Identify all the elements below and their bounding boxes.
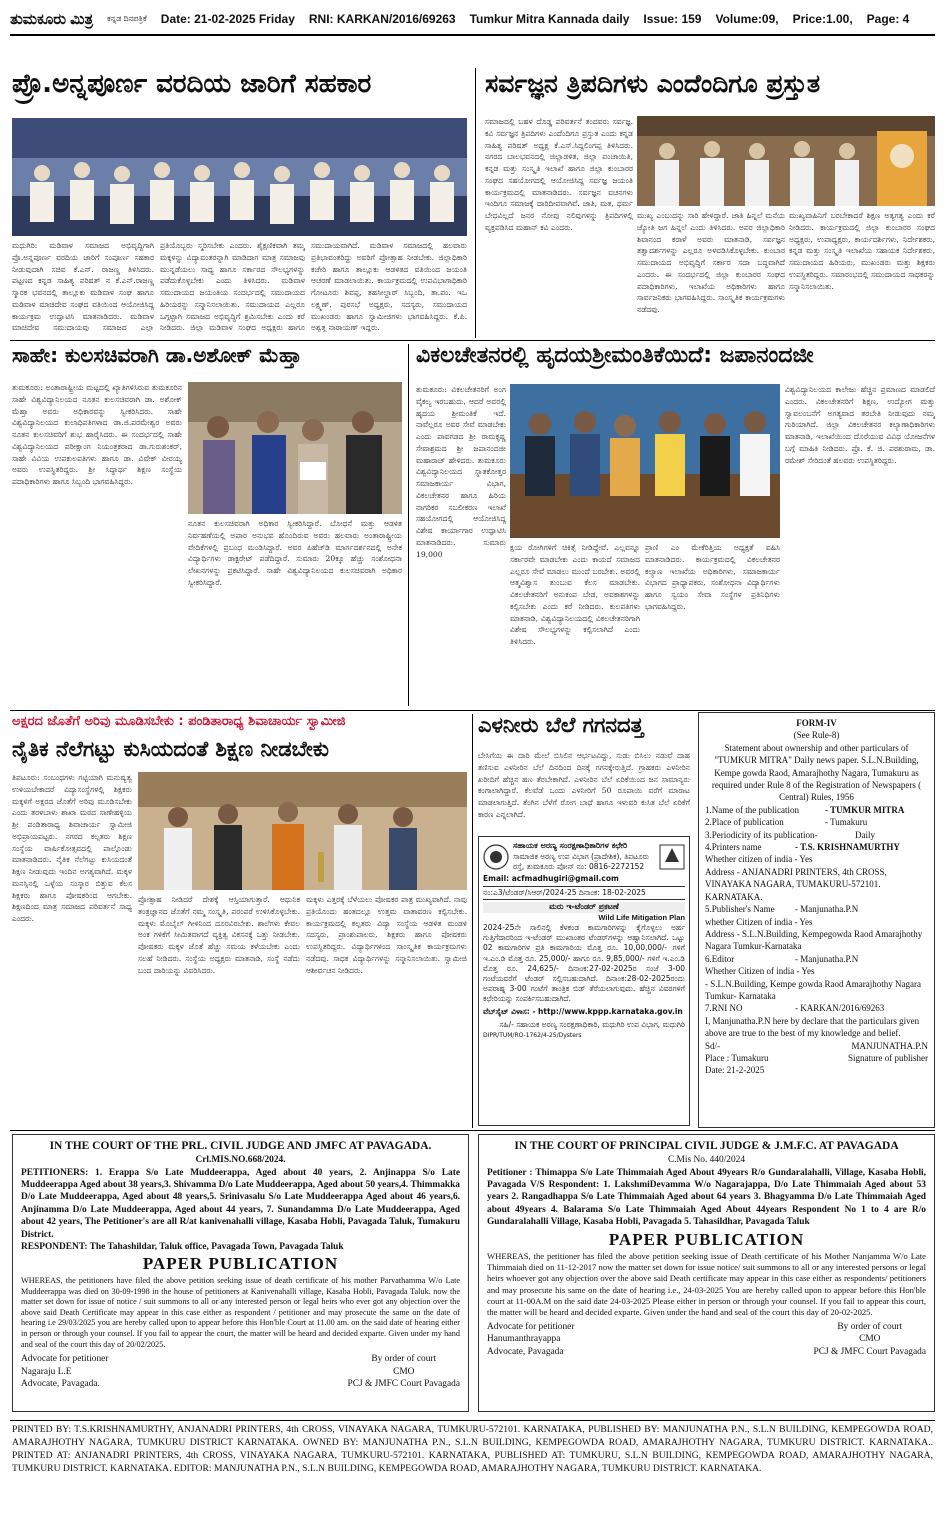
form-r5-label: 5.Publisher's Name	[705, 904, 775, 915]
story3-col1: ತುಮಕೂರು: ಅಂತಾರಾಷ್ಟ್ರೀಯ ಮಟ್ಟದಲ್ಲಿ ಖ್ಯಾತಿಗಳಿಸಿರುವ ತುಮಕೂರಿನ ಸಾಹೇ ವಿಶ್ವವಿದ್ಯಾನಿಲಯದ ನೂತನ ಕುಲಸಚಿವರಾಗಿ ಡಾ. ಅಶೋಕ್ ಮೆಹ್ತಾ ಅವರು ಅಧಿಕಾರವನ್ನು ಸ್ವೀಕರಿಸಿದರು. ಸಾಹೇ ವಿಶ್ವವಿದ್ಯಾನಿಲಯದ ಕುಲಾಧಿಪತಿಗಳಾದ ಡಾ.ಜಿ.ಪರಮೇಶ್ವರ ಅವರು ನೂತನ ಕುಲಸಚಿವರಿಗೆ ಶುಭ ಹಾರೈಸಿದರು. ಈ ಸಂದರ್ಭದಲ್ಲಿ ಸಾಹೇ ವಿಶ್ವವಿದ್ಯಾನಿಲಯದ ಪರೀಕ್ಷಾಂಗ ನಿಯಂತ್ರಕರಾದ ಡಾ.ಗುರುಶಂಕರ್, ಸಾಹೇ ವಿವಿಯ ಉಪಕುಲಪತಿಗಳು ಹಾಗೂ ಡಾ. ವಿವೇಕ್ ವೀರಯ್ಯ ಅವರು ಉಪಸ್ಥಿತರಿದ್ದರು. ಶ್ರೀ ಸಿದ್ಧಾರ್ಥ ಶಿಕ್ಷಣ ಸಂಸ್ಥೆಯ ಪದಾಧಿಕಾರಿಗಳು ಹಾಗೂ ಸಿಬ್ಬಂದಿ ಭಾಗವಹಿಸಿದ್ದರು.	[12, 383, 182, 487]
story2-headline: ಸರ್ವಜ್ಞನ ತ್ರಿಪದಿಗಳು ಎಂದೆಂದಿಗೂ ಪ್ರಸ್ತುತ	[485, 70, 821, 98]
lamp-lighting-photo-image	[138, 772, 467, 890]
tender-plan-label: Wild Life Mitigation Plan	[598, 913, 685, 923]
story1-col3: ಸಮುದಾಯವಾಗಿದೆ. ಮಡಿವಾಳ ಸಮಾಜದಲ್ಲಿ ಹಲವಾರು ಪ್ರತಿಭಾವಂತರಿದ್ದು ಅವರಿಗೆ ಪ್ರೋತ್ಸಾಹ ನೀಡಬೇಕು. ಜಿಲ್ಲಾಧಿಕಾರಿ ಕಚೇರಿ ಹಾಗೂ ತಾಲ್ಲೂಕು ಆಡಳಿತದ ವತಿಯಿಂದ ಜಯಂತಿ ಆಚರಣೆ ಮಾಡಲಾಯಿತು. ಕಾರ್ಯಕ್ರಮದಲ್ಲಿ ಉಪವಿಭಾಗಾಧಿಕಾರಿ ಗೋಟೂರು ಶಿವಪ್ಪ, ತಹಸೀಲ್ದಾರ್ ಸಿಬ್ಬಂದಿ, ತಾ.ಪಂ. ಇಒ ಲಕ್ಷ್ಮಣ್, ಪುರಸಭೆ ಅಧ್ಯಕ್ಷರು, ಸದಸ್ಯರು, ಸಮುದಾಯದ ಮುಖಂಡರು ಹಾಗೂ ಸ್ವಾಮೀಜಿಗಳು ಭಾಗವಹಿಸಿದ್ದರು. ಕೆ.ಪಿ. ಅಶ್ವತ್ಥ ನಾರಾಯಣ್ ಇದ್ದರು.	[311, 241, 467, 332]
form-title: FORM-IV	[796, 718, 837, 728]
court2-body: WHEREAS, the petitioner has filed the above petition seeking issue of Death certificate of his Mother Nanjamma W/o Late Thimmaiah died on 11-12-2017 now the matter set down for issue notice/ suit summons to all or any interested persons or legal heirs whoever got any objection over the above said Death certificate may appear in this case either as respondents/ petitioners and may prosecute his same on the date of hearing i.e., 24-03-2025 You are hereby called upon to appear before this Hon'ble court at 11-00A.M on the said date 24-03-2025 Please either in person or through your counsel. If you fail to appear this court, the matter will be heard and decided exparte. Given under the hand and seal of the court this day of 20-02-2025.	[487, 1251, 926, 1317]
ceremony-photo-image	[510, 384, 780, 538]
story1-headline: ಪ್ರೊ.ಅನ್ನಪೂರ್ಣ ವರದಿಯ ಜಾರಿಗೆ ಸಹಕಾರ	[12, 70, 372, 99]
court2-court: PCJ & JMFC Court Pavagada	[813, 1346, 926, 1357]
masthead-date: Date: 21-02-2025 Friday	[160, 12, 295, 26]
masthead-price: Price:1.00,	[792, 12, 853, 26]
court1-adv2: Nagaraju L.E	[21, 1366, 72, 1377]
story2-photo	[637, 116, 935, 206]
section-rule	[10, 710, 935, 711]
form-r4-label: 4.Printers name	[705, 842, 762, 853]
form-r6-citizen: Whether Citizen of india - Yes	[705, 966, 815, 977]
form-r6-label: 6.Editor	[705, 953, 735, 964]
court-notice-2	[478, 1134, 935, 1412]
tender-notice	[478, 836, 690, 1126]
court1-court: PCJ & JMFC Court Pavagada	[347, 1379, 460, 1390]
court1-adv3: Advocate, Pavagada.	[21, 1379, 100, 1390]
court1-title: IN THE COURT OF THE PRL. CIVIL JUDGE AND JMFC AT PAVAGADA.	[49, 1140, 432, 1152]
story2-col1: ಸಮಾಜದಲ್ಲಿ ಬಹಳ ದೊಡ್ಡ ಪರಿವರ್ತನೆ ತಂದವರು ಸರ್ವಜ್ಞ. ಕವಿ ಸರ್ವಜ್ಞನ ತ್ರಿಪದಿಗಳು ಎಂದೆಂದಿಗೂ ಪ್ರಸ್ತುತ ಎಂದು ಕನ್ನಡ ಸಾಹಿತ್ಯ ಪರಿಷತ್ ಅಧ್ಯಕ್ಷ ಕೆ.ಎಸ್.ಸಿದ್ದಲಿಂಗಪ್ಪ ತಿಳಿಸಿದರು. ನಗರದ ಬಾಲಭವನದಲ್ಲಿ ಜಿಲ್ಲಾಡಳಿತ, ಜಿಲ್ಲಾ ಪಂಚಾಯಿತಿ, ಕನ್ನಡ ಮತ್ತು ಸಂಸ್ಕೃತಿ ಇಲಾಖೆ ಹಾಗೂ ಜಿಲ್ಲಾ ಕುಂಬಾರರ ಸಂಘದ ಸಹಯೋಗದಲ್ಲಿ ಆಯೋಜಿಸಿದ್ದ ಸರ್ವಜ್ಞ ಜಯಂತಿ ಕಾರ್ಯಕ್ರಮದಲ್ಲಿ ಮಾತನಾಡಿದರು. ಸರ್ವಜ್ಞನ ವಚನಗಳು ಇಂದಿಗೂ ಸಮಾಜಕ್ಕೆ ದಾರಿದೀಪವಾಗಿವೆ. ಜಾತಿ, ಮತ, ಧರ್ಮ ಬೇಧವಿಲ್ಲದೆ ಜನರ ನೋವು ನಲಿವುಗಳನ್ನು ತ್ರಿಪದಿಗಳಲ್ಲಿ ವ್ಯಕ್ತಪಡಿಸಿದ ಮಹಾನ್ ಕವಿ ಎಂದರು.	[485, 117, 633, 232]
court2-title: IN THE COURT OF PRINCIPAL CIVIL JUDGE & J.M.F.C. AT PAVAGADA	[514, 1140, 899, 1152]
court-notice-1	[12, 1134, 469, 1412]
masthead-issue: Issue: 159	[643, 12, 702, 26]
form-r2-value: - Tumakuru	[825, 817, 868, 828]
form-r5-citizen: whether Citizen of india - Yes	[705, 916, 813, 927]
masthead-rule	[10, 34, 935, 36]
form-r1-label: 1.Name of the publication	[705, 804, 799, 815]
court1-respondent: RESPONDENT: The Tahashildar, Taluk office, Pavagada Town, Pavagada Taluk	[21, 1242, 344, 1253]
story5-col3: ಮಕ್ಕಳು ಎತ್ತರಕ್ಕೆ ಬೆಳೆಯಲು ಪೋಷಕರ ಪಾತ್ರ ಮುಖ್ಯವಾಗಿದೆ. ನಾವು ಪ್ರತಿಯೊಂದು ಹಂತದಲ್ಲೂ ಉತ್ತಮ ವಾತಾವರಣ ಕಲ್ಪಿಸಬೇಕು. ಕಾರ್ಯಕ್ರಮದಲ್ಲಿ ಕಲ್ಪತರು ವಿದ್ಯಾ ಸಂಸ್ಥೆಯ ಆಡಳಿತ ಮಂಡಳಿ ಸದಸ್ಯರು, ಪ್ರಾಂಶುಪಾಲರು, ಶಿಕ್ಷಕರು ಹಾಗೂ ಪೋಷಕರು ಉಪಸ್ಥಿತರಿದ್ದರು. ವಿದ್ಯಾರ್ಥಿಗಳಿಂದ ಸಾಂಸ್ಕೃತಿಕ ಕಾರ್ಯಕ್ರಮಗಳು ನಡೆದವು. ಸಾಧಕ ವಿದ್ಯಾರ್ಥಿಗಳನ್ನು ಸನ್ಮಾನಿಸಲಾಯಿತು. ಸ್ವಾಮೀಜಿ ಆಶೀರ್ವಚನ ನೀಡಿದರು.	[306, 895, 467, 975]
column-divider	[472, 714, 473, 1128]
court1-case: Crl.MIS.NO.668/2024.	[195, 1155, 286, 1166]
tender-ref: ನಂ:ಎ3/ಟೆಂಡರ್/ಸಿಆರ್/2024-25 ದಿನಾಂಕ: 18-02-2025	[483, 886, 685, 900]
tender-dipr: DIPR/TUM/RO-1762/4-25/Dysters	[483, 1032, 582, 1040]
masthead-logo: ತುಮಕೂರು ಮಿತ್ರ	[10, 10, 94, 28]
story6-body: ಬೇಸಿಗೆಯ ಈ ದಾರಿ ಮೇಲೆ ಬಿಸಿಲಿನ ಆರ್ಭಟವಿದ್ದು, ಸುಡು ಬಿಸಿಲು ನಡುವೆ ದಾಹ ತಣಿಸುವ ಎಳನೀರಿನ ಬೆಲೆ ದಿನದಿಂದ ದಿನಕ್ಕೆ ಗಗನಕ್ಕೇರುತ್ತಿದೆ. ಗ್ರಾಹಕರು ಎಳನೀರಿನ ಖರೀದಿಗೆ ಹೆಚ್ಚಿನ ಹಣ ತೆರಬೇಕಾಗಿದೆ. ಎಳನೀರಿನ ಬೆಲೆ ಏರಿಕೆಯಿಂದ ಜನ ಸಾಮಾನ್ಯರು ಕಂಗಾಲಾಗಿದ್ದಾರೆ. ಕೆಲವೆಡೆ ಒಂದು ಎಳನೀರಿಗೆ 50 ರೂಪಾಯಿ ವರೆಗೆ ಮಾರಾಟ ಮಾಡಲಾಗುತ್ತಿದೆ. ತೆಂಗಿನ ಬೆಳೆಗೆ ರೋಗ ಬಾಧೆ ಹಾಗೂ ಇಳುವರಿ ಕುಸಿತ ಬೆಲೆ ಏರಿಕೆಗೆ ಕಾರಣ ಎನ್ನಲಾಗಿದೆ.	[478, 751, 690, 819]
court1-by: By order of court	[371, 1354, 437, 1365]
story5-kicker: ಅಕ್ಷರದ ಜೊತೆಗೆ ಅರಿವು ಮೂಡಿಸಬೇಕು : ಪಂಡಿತಾರಾಧ್ಯ ಶಿವಾಚಾರ್ಯ ಸ್ವಾಮೀಜಿ	[12, 714, 346, 729]
column-divider	[408, 344, 409, 706]
story5-col1: ತಿಪಟೂರು: ಸಂಬಂಧಗಳು ಗಟ್ಟಿಯಾಗಿ ಮನುಷ್ಯತ್ವ ಉಳಿಯಬೇಕಾದರೆ ವಿದ್ಯಾಸಂಸ್ಥೆಗಳಲ್ಲಿ ಶಿಕ್ಷಕರು ಮಕ್ಕಳಿಗೆ ಅಕ್ಷರದ ಜೊತೆಗೆ ಅರಿವು ಮೂಡಿಸಬೇಕು ಎಂದು ತರಳಬಾಳು ಶಾಖಾ ಮಠದ ಸಾಣೇಹಳ್ಳಿಯ ಶ್ರೀ ಪಂಡಿತಾರಾಧ್ಯ ಶಿವಾಚಾರ್ಯ ಸ್ವಾಮೀಜಿ ಅಭಿಪ್ರಾಯಪಟ್ಟರು. ನಗರದ ಕಲ್ಪತರು ಶಿಕ್ಷಣ ಸಂಸ್ಥೆಯ ವಾರ್ಷಿಕೋತ್ಸವದಲ್ಲಿ ಪಾಲ್ಗೊಂಡು ಮಾತನಾಡಿದರು. ನೈತಿಕ ನೆಲೆಗಟ್ಟು ಕುಸಿಯದಂತೆ ಶಿಕ್ಷಣ ನೀಡುವುದು ಇಂದಿನ ಅಗತ್ಯವಾಗಿದೆ. ಮಕ್ಕಳ ಮನಸ್ಸಿನಲ್ಲಿ ಒಳ್ಳೆಯ ಸಂಸ್ಕಾರ ಬಿತ್ತುವ ಕೆಲಸ ಶಿಕ್ಷಕರು ಹಾಗೂ ಪೋಷಕರಿಂದ ಆಗಬೇಕು. ಶಿಕ್ಷಣದಿಂದ ಮಾತ್ರ ಸಮಾಜದ ಪರಿವರ್ತನೆ ಸಾಧ್ಯ ಎಂದರು.	[12, 773, 132, 924]
government-emblem-icon	[483, 844, 509, 870]
story1-photo	[12, 118, 467, 236]
court1-body: WHEREAS, the petitioners have filed the above petition seeking issue of death certificate of his mother Parvathamma W/o Late Muddeerappa was died on 30-09-1998 in the house of petitioners at Kanivenahalli village, Kasaba Hobli, Pavagada Taluk. now the matter set down for issue of notice / suit summons to all or any interested person or legal heirs who ever got any objection over the above said Death Certificate may appear in this case either as respondent / petitioner and may prosecute the same on the date of hearing i.e 29/03/2025 you are hereby called upon to appear before this Hon'ble Court at 11.00 am. on the said date of hearing either in person or through your counsel. If you fail to appear the court, the matter will be heard and decided exparte. Given under my hand and seal of the court this day of 20/02/2025.	[21, 1275, 460, 1349]
tender-sub: ಸಾಮಾಜಿಕ ಅರಣ್ಯ ಉಪ ವಿಭಾಗ (ಪ್ರಾದೇಶಿಕ), ತಿಪಟೂರು ರಸ್ತೆ, ತುಮಕೂರು ಪೋನ್‌ ನಂ: 0816-2272152	[513, 851, 650, 871]
group-photo-image	[12, 118, 467, 236]
story4-col4: ವಿಶ್ವವಿದ್ಯಾನಿಲಯದ ಕಾಲೇಜು ಹೆಚ್ಚಿನ ಪ್ರಮಾಣದ ಮಾಡಲಿದೆ ಎಂದರು. ವಿಕಲಚೇತನರಿಗೆ ಶಿಕ್ಷಣ, ಉದ್ಯೋಗ ಮತ್ತು ಸ್ವಾವಲಂಬನೆಗೆ ಅಗತ್ಯವಾದ ತರಬೇತಿ ನೀಡುವುದು ನಮ್ಮ ಗುರಿಯಾಗಿದೆ. ಜಿಲ್ಲಾ ವಿಕಲಚೇತನರ ಕಲ್ಯಾಣಾಧಿಕಾರಿಗಳು ಮಾತನಾಡಿ, ಇಲಾಖೆಯಿಂದ ದೊರೆಯುವ ವಿವಿಧ ಯೋಜನೆಗಳ ಬಗ್ಗೆ ಮಾಹಿತಿ ನೀಡಿದರು. ಪ್ರೊ. ಕೆ. ಜಿ. ಪರಶುರಾಮ, ಡಾ. ರಮೇಶ್ ಸೇರಿದಂತೆ ಹಲವರು ಉಪಸ್ಥಿತರಿದ್ದರು.	[785, 385, 935, 465]
court1-adv1: Advocate for petitioner	[21, 1354, 109, 1365]
masthead-rni: RNI: KARKAN/2016/69263	[308, 12, 456, 26]
form-signature-label: Signature of publisher	[848, 1052, 928, 1063]
form-r2-label: 2.Place of publication	[705, 817, 784, 828]
form-statement: Statement about ownership and other particulars of "TUMKUR MITRA" Daily news paper. S.L.N.Building, Kempe gowda Raod, Amarajhothy Nagara, Tumakuru as required under Rule 8 of the Registration of Newspapers ( Central) Rules, 1956	[711, 742, 922, 803]
court2-case: C.Mis No. 440/2024	[667, 1155, 746, 1166]
tender-body: 2024-25ನೇ ಸಾಲಿನಲ್ಲಿ ಕೆಳಕಂಡ ಕಾಮಗಾರಿಗಳನ್ನು ಕೈಗೊಳ್ಳಲು ಅರ್ಹ ಗುತ್ತಿಗೆದಾರರಿಂದ ಇ-ಟೆಂಡರ್ ಮುಖಾಂತರ ಟೆಂಡರ್‌ಗಳನ್ನು ಆಹ್ವಾನಿಸಲಾಗಿದೆ. ಒಟ್ಟು 02 ಕಾಮಗಾರಿಗಳ ಪ್ರತಿ ಕಾಮಗಾರಿಯ ಮೊತ್ತ ರೂ. 10,00,000/- ಗಳಿಗೆ ಇ.ಎಂ.ಡಿ ಮೊತ್ತ ರೂ. 25,000/- ಹಾಗೂ ರೂ. 9,85,000/- ಗಳಿಗೆ ಇ.ಎಂ.ಡಿ ಮೊತ್ತ ರೂ. 24,625/- ದಿನಾಂಕ:27-02-2025ರ ಸಂಜೆ 3-00 ಗಂಟೆಯವರೆಗೆ ಟೆಂಡರ್ ಸಲ್ಲಿಸಬಹುದಾಗಿದೆ. ದಿನಾಂಕ:28-02-2025ರಂದು ಅಪರಾಹ್ನ 3-00 ಗಂಟೆಗೆ ತಾಂತ್ರಿಕ ಬಿಡ್ ತೆರೆಯಲಾಗುವುದು. ಹೆಚ್ಚಿನ ವಿವರಗಳಿಗೆ ಕಛೇರಿಯನ್ನು ಸಂಪರ್ಕಿಸಬಹುದಾಗಿದೆ.	[483, 923, 685, 1004]
form-r7-label: 7.RNI NO	[705, 1003, 743, 1014]
form-r3-value: Daily	[855, 829, 875, 840]
column-divider	[475, 68, 476, 338]
form-r3-label: 3.Periodicity of its publication-	[705, 829, 818, 840]
court2-adv3: Advocate, Pavagada	[487, 1346, 564, 1357]
form-r4-citizen: Whether citizen of india - Yes	[705, 854, 813, 865]
tender-sign: ಸಹಿ/- ಸಹಾಯಕ ಅರಣ್ಯ ಸಂರಕ್ಷಣಾಧಿಕಾರಿ, ಮಧುಗಿರಿ ಉಪ ವಿಭಾಗ, ಮಧುಗಿರಿ	[499, 1020, 685, 1030]
form-r4-address: Address - ANJANADRI PRINTERS, 4th CROSS, VINAYAKA NAGARA, TUMAKURU-572101. KARNATAKA.	[705, 866, 887, 902]
forest-dept-logo-icon	[659, 844, 685, 870]
story4-headline: ವಿಕಲಚೇತನರಲ್ಲಿ ಹೃದಯಶ್ರೀಮಂತಿಕೆಯಿದೆ: ಜಪಾನಂದಜೀ	[416, 344, 814, 368]
section-rule	[10, 1130, 935, 1131]
story1-col1: ಮಧುಗಿರಿ: ಮಡಿವಾಳ ಸಮಾಜದ ಅಭಿವೃದ್ಧಿಗಾಗಿ ಪ್ರೊ.ಅನ್ನಪೂರ್ಣ ವರದಿಯ ಜಾರಿಗೆ ಸಂಪೂರ್ಣ ಸಹಕಾರ ನೀಡುವುದಾಗಿ ಸಚಿವ ಕೆ.ಎನ್. ರಾಜಣ್ಣ ತಿಳಿಸಿದರು. ಪಟ್ಟಣದ ಕನ್ನಡ ಸಾಹಿತ್ಯ ಪರಿಷತ್ ನ ಕೆ.ಎನ್.ರಾಜಣ್ಣ ಸ್ಮಾರಕ ಭವನದಲ್ಲಿ ತಾಲ್ಲೂಕು ಮಡಿವಾಳ ಸಂಘ ಹಾಗೂ ಮಡಿವಾಳ ಮಾಚಿದೇವ ಸಂಘದ ವತಿಯಿಂದ ಆಯೋಜಿಸಿದ್ದ ಕಾರ್ಯಕ್ರಮ ಉದ್ಘಾಟಿಸಿ ಮಾತನಾಡಿದರು. ಮಡಿವಾಳ ಮಾಚಿದೇವ ಸಮುದಾಯವು ಸಮಾಜದ ಎಲ್ಲಾ	[12, 241, 154, 332]
form-r5-address: Address - S.L.N.Building, Kempegowda Raod Amarajhothy Nagara Tumkur-Karnataka	[705, 928, 923, 952]
form-date: Date: 21-2-2025	[705, 1065, 765, 1076]
tender-title: ಮರು ಇ-ಟೆಂಡರ್ ಪ್ರಕಟಣೆ	[483, 902, 685, 913]
court2-paper-publication: PAPER PUBLICATION	[608, 1229, 805, 1249]
form-declaration: I, Manjunatha.P.N here by declare that the particulars given above are true to the best of my knowledge and belief.	[705, 1015, 920, 1039]
story2-col3: ಮುಖ್ಯವಾಹಿನಿಗೆ ಬರಬೇಕಾದರೆ ಶಿಕ್ಷಣ ಅತ್ಯಗತ್ಯ ಎಂದು ಕರೆ ನೀಡಿದರು. ಕಾರ್ಯಕ್ರಮದಲ್ಲಿ ಜಿಲ್ಲಾ ಕುಂಬಾರರ ಸಂಘದ ಅಧ್ಯಕ್ಷರು, ಉಪಾಧ್ಯಕ್ಷರು, ಕಾರ್ಯದರ್ಶಿಗಳು, ನಿರ್ದೇಶಕರು, ಕನ್ನಡ ಮತ್ತು ಸಂಸ್ಕೃತಿ ಇಲಾಖೆಯ ಸಹಾಯಕ ನಿರ್ದೇಶಕರು, ಸಮುದಾಯದ ಹಿರಿಯರು, ಮುಖಂಡರು ಮತ್ತು ಶಿಕ್ಷಕರು ಉಪಸ್ಥಿತರಿದ್ದರು. ಸಮಾರಂಭದಲ್ಲಿ ಸಮುದಾಯದ ಸಾಧಕರನ್ನು ಸನ್ಮಾನಿಸಲಾಯಿತು.	[789, 211, 935, 291]
court2-petitioner: Petitioner : Thimappa S/o Late Thimmaiah Aged About 49years R/o Gundaralahalli, Village, Kasaba Hobli, Pavagada V/S Respondent: 1. LakshmiDevamma W/o Nagarajappa, D/o Late Thimmaiah Aged about 53 years 2. Rangadhappa S/o Late Thimmaiah Aged about 64 years 3. Bhagyamma D/o Late Thimmaiah Aged about 49years 4. Balarama S/o Late Thimmaiah Aged About 44years Respondent No 1 to 4 are R/o Gundaralahalli Village, Kasaba Hobli, Pavagada 5. Tahasildhar, Pavagada Taluk	[487, 1167, 926, 1228]
story4-col3: ಪ್ರಾಣಿ ಎಂ ಮೇಕೆರಿತ್ತಿಯ ಅಧ್ಯಕ್ಷತೆ ವಹಿಸಿ ಮಾತನಾಡಿದರು. ಕಾರ್ಯಕ್ರಮದಲ್ಲಿ ವಿಕಲಚೇತನರ ಕಲ್ಯಾಣ ಇಲಾಖೆಯ ಅಧಿಕಾರಿಗಳು, ಸಮಾಜಕಾರ್ಯ ವಿಭಾಗದ ಪ್ರಾಧ್ಯಾಪಕರು, ಸಂಶೋಧನಾ ವಿದ್ಯಾರ್ಥಿಗಳು ಹಾಗೂ ಸ್ವಯಂ ಸೇವಾ ಸಂಸ್ಥೆಗಳ ಪ್ರತಿನಿಧಿಗಳು ಭಾಗವಹಿಸಿದ್ದರು.	[645, 543, 780, 611]
form-r4-value: - T.S. KRISHNAMURTHY	[795, 842, 900, 853]
form-r7-value: - KARKAN/2016/69263	[795, 1003, 885, 1014]
story4-photo	[510, 384, 780, 538]
form-publisher-name: MANJUNATHA.P.N	[851, 1040, 928, 1051]
tender-email: Email: acfmadhugiri@gmail.com	[483, 874, 619, 884]
masthead	[10, 6, 935, 32]
court2-by: By order of court	[837, 1322, 903, 1333]
story5-headline: ನೈತಿಕ ನೆಲೆಗಟ್ಟು ಕುಸಿಯದಂತೆ ಶಿಕ್ಷಣ ನೀಡಬೇಕು	[12, 738, 329, 761]
form-iv-notice	[698, 712, 935, 1128]
form-r1-value: - TUMKUR MITRA	[825, 804, 905, 815]
story3-headline: ಸಾಹೇ: ಕುಲಸಚಿವರಾಗಿ ಡಾ.ಅಶೋಕ್ ಮೆಹ್ತಾ	[12, 344, 302, 367]
court2-cmo: CMO	[859, 1334, 881, 1345]
imprint-footer: PRINTED BY: T.S.KRISHNAMURTHY, ANJANADRI PRINTERS, 4th CROSS, VINAYAKA NAGARA, TUMKURU-572101. KARNATAKA, PUBLISHED BY: MANJUNATHA P.N., S.L.N BUILDING, KEMPEGOWDA ROAD, AMARAJHOTHY NAGARA, TUMKURU DISTRICT KARNATAKA. OWNED BY: MANJUNATHA P.N., S.L.N BUILDING, KEMPEGOWDA ROAD, AMARAJHOTHY NAGARA, TUMKURU DISTRICT. KARNATAKA.. PRINTED AT: ANJANADRI PRINTERS, 4th CROSS, VINAYAKA NAGARA, TUMKURU-572101. KARNATAKA, PUBLISHED AT: TUMKURU, S.L.N BUILDING, KEMPEGOWDA ROAD, AMARAJHOTHY NAGARA, TUMKURU DISTRICT. KARNATAKA. EDITOR: MANJUNATHA P.N., S.L.N BUILDING, KEMPEGOWDA ROAD, AMARAJHOTHY NAGARA, TUMKURU DISTRICT. KARNATAKA.	[12, 1424, 933, 1474]
court1-paper-publication: PAPER PUBLICATION	[142, 1254, 339, 1274]
story4-col1: ತುಮಕೂರು: ವಿಕಲಚೇತನರಿಗೆ ಅಂಗ ವೈಕಲ್ಯ ಇರಬಹುದು, ಆದರೆ ಅವರಲ್ಲಿ ಹೃದಯ ಶ್ರೀಮಂತಿಕೆ ಇದೆ. ನಾವೆಲ್ಲರೂ ಅವರ ಸೇವೆ ಮಾಡಬೇಕು ಎಂದು ಪಾವಗಡದ ಶ್ರೀ ರಾಮಕೃಷ್ಣ ಸೇವಾಶ್ರಮದ ಶ್ರೀ ಜಪಾನಂದಜೀ ಮಹಾರಾಜ್ ಹೇಳಿದರು. ತುಮಕೂರು ವಿಶ್ವವಿದ್ಯಾನಿಲಯದ ಸ್ನಾತಕೋತ್ತರ ಸಮಾಜಕಾರ್ಯ ವಿಭಾಗ, ವಿಕಲಚೇತನರ ಹಾಗೂ ಹಿರಿಯ ನಾಗರಿಕರ ಸಬಲೀಕರಣ ಇಲಾಖೆ ಸಹಯೋಗದಲ್ಲಿ ಆಯೋಜಿಸಿದ್ದ ವಿಶೇಷ ಕಾರ್ಯಾಗಾರ ಉದ್ಘಾಟಿಸಿ ಮಾತನಾಡಿದರು. ಸುಮಾರು 19,000	[416, 385, 506, 559]
form-r5-value: - Manjunatha.P.N	[795, 904, 859, 915]
story5-photo	[138, 772, 467, 890]
story2-col2: ಮುಖ್ಯ ಎಂಬುದನ್ನು ಸಾರಿ ಹೇಳಿದ್ದಾರೆ. ಜಾತಿ ಹಿನ್ನಲೆ ಮನೆಯ ಜ್ಯೋತಿ ಜಗ ಹಿನ್ನಲೆ ಎಂದು ತಿಳಿಸಿದರು. ಅಪರ ಜಿಲ್ಲಾಧಿಕಾರಿ ಶಿವಾನಂದ ಕರಾಳೆ ಅವರು ಮಾತನಾಡಿ, ಸರ್ವಜ್ಞನ ತತ್ವಾದರ್ಶಗಳನ್ನು ಎಲ್ಲರೂ ಅಳವಡಿಸಿಕೊಳ್ಳಬೇಕು. ಕುಂಬಾರ ಸಮುದಾಯದ ಅಭಿವೃದ್ಧಿಗೆ ಸರ್ಕಾರ ಸದಾ ಬದ್ಧವಾಗಿದೆ ಎಂದರು. ಈ ಸಂದರ್ಭದಲ್ಲಿ ಜಿಲ್ಲಾ ಕುಂಬಾರರ ಸಂಘದ ಪದಾಧಿಕಾರಿಗಳು, ಇಲಾಖೆಯ ಅಧಿಕಾರಿಗಳು ಹಾಗೂ ಸಾರ್ವಜನಿಕರು ಭಾಗವಹಿಸಿದ್ದರು. ಸಾಂಸ್ಕೃತಿಕ ಕಾರ್ಯಕ್ರಮಗಳು ನಡೆದವು.	[637, 211, 785, 315]
story4-col2: ಕ್ಷಯ ರೋಗಿಗಳಿಗೆ ಚಿಕಿತ್ಸೆ ನೀಡಿದ್ದೇವೆ. ಎಲ್ಲವನ್ನೂ ಸರ್ಕಾರವೇ ಮಾಡಬೇಕು ಎಂದು ಕಾಯದೆ ಸಮಾಜದ ಎಲ್ಲರೂ ಸೇವೆ ಮಾಡಲು ಮುಂದೆ ಬರಬೇಕು. ಅವರಲ್ಲಿ ಆತ್ಮವಿಶ್ವಾಸ ತುಂಬುವ ಕೆಲಸ ಮಾಡಬೇಕು. ವಿಕಲಚೇತನರಿಗೆ ಅನುಕಂಪ ಬೇಡ, ಅವಕಾಶಗಳನ್ನು ಕಲ್ಪಿಸಬೇಕು ಎಂದು ಕರೆ ನೀಡಿದರು. ಕುಲಪತಿಗಳು ಮಾತನಾಡಿ, ವಿಶ್ವವಿದ್ಯಾನಿಲಯದಲ್ಲಿ ವಿಕಲಚೇತನರಿಗಾಗಿ ವಿಶೇಷ ಸೌಲಭ್ಯಗಳನ್ನು ಕಲ್ಪಿಸಲಾಗಿದೆ ಎಂದು ತಿಳಿಸಿದರು.	[510, 543, 640, 647]
court1-cmo: CMO	[393, 1366, 415, 1377]
officials-photo-image	[188, 382, 402, 514]
form-sd: Sd/-	[705, 1040, 721, 1051]
form-rule: (See Rule-8)	[793, 730, 840, 741]
story3-col2: ನೂತನ ಕುಲಸಚಿವರಾಗಿ ಅಧಿಕಾರ ಸ್ವೀಕರಿಸಿದ್ದಾರೆ. ಬೋಧನೆ ಮತ್ತು ಆಡಳಿತ ನಿರ್ವಹಣೆಯಲ್ಲಿ ಅಪಾರ ಅನುಭವ ಹೊಂದಿರುವ ಅವರು ಹಲವಾರು ಅಂತಾರಾಷ್ಟ್ರೀಯ ವೇದಿಕೆಗಳಲ್ಲಿ ಪ್ರಬಂಧ ಮಂಡಿಸಿದ್ದಾರೆ. ಅವರ ಪಿಹೆಚ್‌ಡಿ ಮಾರ್ಗದರ್ಶನದಲ್ಲಿ ಅನೇಕ ವಿದ್ಯಾರ್ಥಿಗಳು ಡಾಕ್ಟರೇಟ್ ಪಡೆದಿದ್ದಾರೆ. ಸುಮಾರು 20ಕ್ಕೂ ಹೆಚ್ಚು ಸಂಶೋಧನಾ ಲೇಖನಗಳನ್ನು ಪ್ರಕಟಿಸಿದ್ದಾರೆ. ಸಾಹೇ ವಿಶ್ವವಿದ್ಯಾನಿಲಯದ ಕುಲಸಚಿವರಾಗಿ ಅಧಿಕಾರ ಸ್ವೀಕರಿಸಿದ್ದಾರೆ.	[188, 519, 402, 587]
court1-petitioners: PETITIONERS: 1. Erappa S/o Late Muddeerappa, Aged about 40 years, 2. Anjinappa S/o Late Muddeerappa Aged about 38 years,3. Shivamma D/o Late Muddeerappa, Aged about 50 years,4. Thimmakka D/o Late Muddeerappa, Aged about 48 years,5. Srinivasalu S/o Late Muddeerappa Aged about 46 years,6. Anjinamma D/o Late Muddeerappa, Aged about 44 years, 7. Sunandamma D/o Late Muddeerappa, Aged about 42 years, The Petitioner's are all R/at kanivenahalli village, Kasaba Hobli, Pavagada Taluk, Tumakuru District.	[21, 1167, 460, 1240]
court2-adv1: Advocate for petitioner	[487, 1322, 575, 1333]
masthead-tagline: ಕನ್ನಡ ದಿನಪತ್ರಿಕೆ	[107, 14, 147, 23]
tender-dept: ಸಹಾಯಕ ಅರಣ್ಯ ಸಂರಕ್ಷಣಾಧಿಕಾರಿಗಳ ಕಛೇರಿ	[513, 841, 628, 850]
masthead-page: Page: 4	[866, 12, 910, 26]
story1-col2: ಪ್ರತಿಯೊಬ್ಬರು ಸ್ಮರಿಸಬೇಕು ಎಂದರು. ಶೈಕ್ಷಣಿಕವಾಗಿ ತಮ್ಮ ಮಕ್ಕಳನ್ನು ವಿದ್ಯಾವಂತರನ್ನಾಗಿ ಮಾಡಿದಾಗ ಮಾತ್ರ ಸಮಾಜವು ಮುನ್ನಡೆಯಲು ಸಾಧ್ಯ ಹಾಗೂ ಸರ್ಕಾರದ ಸೌಲಭ್ಯಗಳನ್ನು ಪಡೆದುಕೊಳ್ಳಬೇಕು ಎಂದು ತಿಳಿಸಿದರು. ಮಡಿವಾಳ ಸಮುದಾಯದ ಜಯಂತಿಯ ಸಂದರ್ಭದಲ್ಲಿ ಸಮುದಾಯದ ಹಿರಿಯರನ್ನು ಸನ್ಮಾನಿಸಲಾಯಿತು. ಸಮುದಾಯದ ಎಲ್ಲರೂ ಒಗ್ಗಟ್ಟಾಗಿ ಸಮಾಜದ ಅಭಿವೃದ್ಧಿಗೆ ಶ್ರಮಿಸಬೇಕು ಎಂದು ಕರೆ ನೀಡಿದರು. ಜಿಲ್ಲಾ ಮಡಿವಾಳ ಸಂಘದ ಅಧ್ಯಕ್ಷರು ಹಾಗೂ	[160, 241, 305, 332]
court2-adv2: Hanumanthrayappa	[487, 1334, 561, 1345]
story5-col2: ಪ್ರೋತ್ಸಾಹ ನೀಡಿದರೆ ದೇಶಕ್ಕೆ ಆಸ್ತಿಯಾಗುತ್ತಾರೆ. ಆಧುನಿಕ ತಂತ್ರಜ್ಞಾನದ ಜೊತೆಗೆ ನಮ್ಮ ಸಂಸ್ಕೃತಿ, ಪರಂಪರೆ ಉಳಿಸಿಕೊಳ್ಳಬೇಕು. ಮಕ್ಕಳು ಮೊಬೈಲ್ ಗೀಳಿನಿಂದ ದೂರವಿರಬೇಕು. ಶಾಲೆಗಳು ಕೇವಲ ಅಂಕ ಗಳಿಕೆಗೆ ಸೀಮಿತವಾಗದೆ ವ್ಯಕ್ತಿತ್ವ ವಿಕಸನಕ್ಕೆ ಒತ್ತು ನೀಡಬೇಕು. ಪೋಷಕರು ಮಕ್ಕಳ ಜೊತೆ ಹೆಚ್ಚು ಸಮಯ ಕಳೆಯಬೇಕು ಎಂದು ಸಲಹೆ ನೀಡಿದರು. ಸಂಸ್ಥೆಯ ಅಧ್ಯಕ್ಷರು ಮಾತನಾಡಿ, ಸಂಸ್ಥೆ ನಡೆದು ಬಂದ ದಾರಿಯನ್ನು ವಿವರಿಸಿದರು.	[138, 895, 300, 975]
masthead-volume: Volume:09,	[715, 12, 779, 26]
section-rule	[10, 1420, 935, 1421]
tender-url: ವೆಬ್‌ಸೈಟ್ ವಿಳಾಸ: - http://www.kppp.karnataka.gov.in	[483, 1007, 683, 1017]
form-place: Place : Tumakuru	[705, 1052, 769, 1063]
form-r6-address: - S.L.N.Building, Kempe gowda Raod Amarajhothy Nagara Tumkur- Karnataka	[705, 978, 921, 1001]
story6-headline: ಎಳನೀರು ಬೆಲೆ ಗಗನದತ್ತ	[478, 714, 644, 737]
masthead-title: Tumkur Mitra Kannada daily	[469, 12, 630, 26]
section-rule	[10, 340, 935, 341]
event-photo-image	[637, 116, 935, 206]
story3-photo	[188, 382, 402, 514]
form-r6-value: - Manjunatha.P.N	[795, 953, 859, 964]
